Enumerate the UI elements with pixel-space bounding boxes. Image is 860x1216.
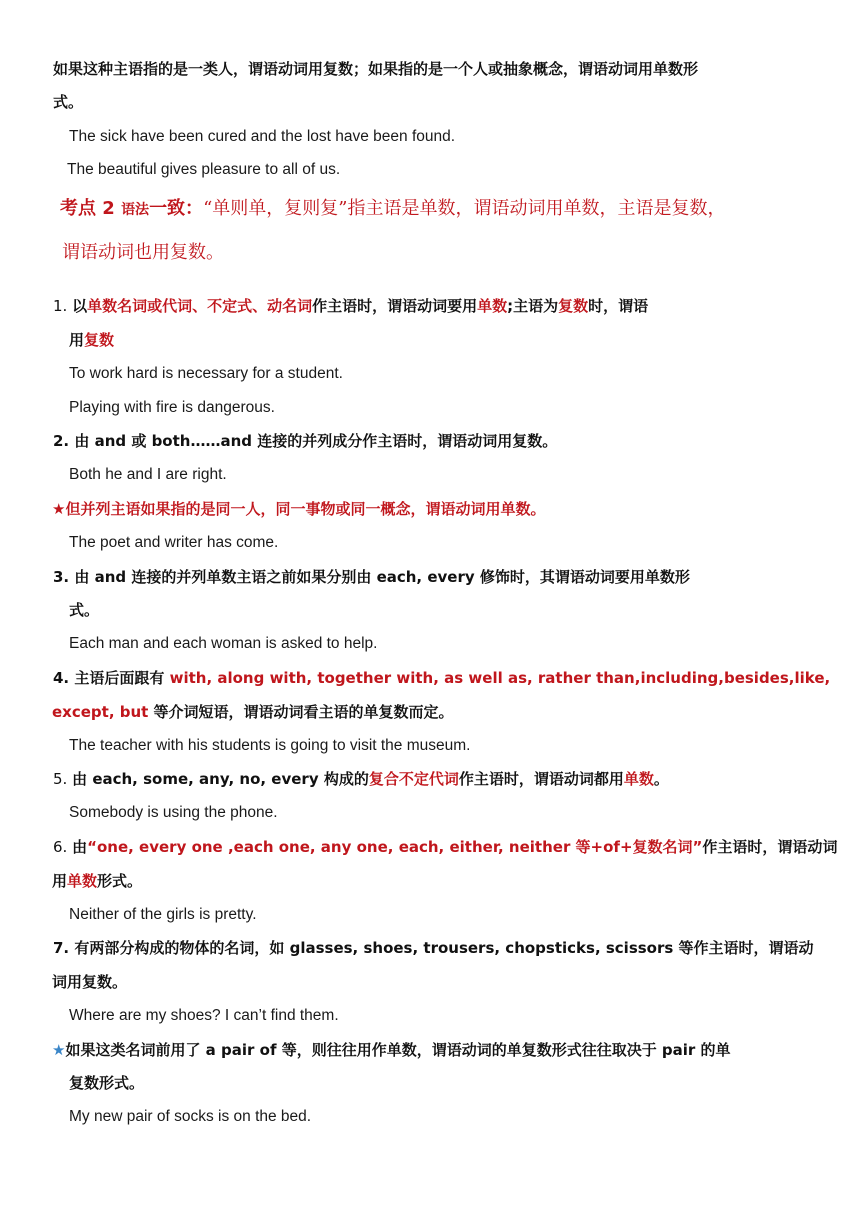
rule-4-number: 4.: [53, 669, 75, 687]
rule-1-line-2: 用复数: [69, 331, 115, 349]
section-tag-small: 语法: [121, 202, 150, 218]
rule-2-number: 2.: [53, 432, 75, 450]
rule-3-example: Each man and each woman is asked to help.: [69, 635, 378, 652]
rule-6-line-1: 6. 由“one, every one ,each one, any one, each, either, neither 等+of+复数名词”作主语时，谓 语 动 词: [53, 838, 838, 856]
rule-3-number: 3.: [53, 568, 75, 586]
rule-7-line-2: 词用复数。: [52, 973, 128, 991]
rule-1-number: 1.: [53, 297, 73, 315]
rule-7-example-2: My new pair of socks is on the bed.: [69, 1108, 312, 1125]
rule-6-example: Neither of the girls is pretty.: [69, 906, 257, 923]
rule-5-example: Somebody is using the phone.: [69, 804, 278, 821]
rule-4-example: The teacher with his students is going to visit the museum.: [69, 737, 471, 754]
star-icon: ★: [52, 1041, 66, 1059]
rule-7-note-line-2: 复数形式。: [69, 1074, 145, 1092]
intro-line-2: 式。: [53, 93, 84, 111]
rule-1-highlight-subject: 单数名词或代词、不定式、动名词: [87, 297, 313, 315]
rule-1-example-1: To work hard is necessary for a student.: [69, 365, 343, 382]
rule-6-number: 6.: [53, 838, 73, 856]
rule-7-note-line-1: ★如果这类名词前用了 a pair of 等，则往往用作单数，谓语动词的单复数形式往往取决于 pair 的单: [52, 1041, 731, 1059]
section-heading-rest: “单则单，复则复”指主语是单数，谓语动词用单数，主语是复数，: [203, 198, 726, 219]
rule-7-line-1: 7. 有两部分构成的物体的名词，如 glasses, shoes, trousers, chopsticks, scissors 等作主语时，谓语动: [53, 939, 814, 957]
section-tag-2: 一致：: [149, 198, 204, 219]
rule-5-number: 5.: [53, 770, 73, 788]
section-tag: 考点 2: [60, 198, 122, 219]
rule-4-line-2: except, but 等介词短语，谓语动词看主语的单复数而定。: [52, 703, 454, 721]
rule-7-example: Where are my shoes? I can’t find them.: [69, 1007, 339, 1024]
rule-3-line-1: 3. 由 and 连接的并列单数主语之前如果分别由 each, every 修饰时，其谓语动词要用单数形: [53, 568, 690, 586]
rule-2-example-2: The poet and writer has come.: [69, 534, 279, 551]
intro-example-2: The beautiful gives pleasure to all of us.: [67, 161, 341, 178]
rule-3-line-2: 式。: [69, 601, 100, 619]
section-heading-line-2: 谓语动词也用复数。: [62, 242, 224, 263]
rule-5-line: 5. 由 each, some, any, no, every 构成的复合不定代词作主语时，谓语动词都用单数。: [53, 770, 669, 788]
rule-2-note: ★但并列主语如果指的是同一人，同一事物或同一概念，谓语动词用单数。: [52, 500, 546, 518]
rule-1-example-2: Playing with fire is dangerous.: [69, 399, 275, 416]
rule-4-line-1: 4. 主语后面跟有 with, along with, together with, as well as, rather than, including, besides, like,: [53, 669, 831, 687]
rule-1-line-1: 1. 以单数名词或代词、不定式、动名词作主语时，谓语动词要用单数;主语为复数时，谓语: [53, 297, 649, 315]
intro-line-1: 如果这种主语指的是一类人，谓语动词用复数；如果指的是一个人或抽象概念，谓语动词用单数形: [53, 60, 699, 78]
intro-example-1: The sick have been cured and the lost have been found.: [69, 128, 456, 145]
rule-6-line-2: 用单数形式。: [52, 872, 143, 890]
section-heading-line-1: [60, 197, 725, 222]
rule-7-number: 7.: [53, 939, 75, 957]
rule-2-example: Both he and I are right.: [69, 466, 227, 483]
rule-2-line: 2. 由 and 或 both……and 连接的并列成分作主语时，谓语动词用复数。: [53, 432, 558, 450]
